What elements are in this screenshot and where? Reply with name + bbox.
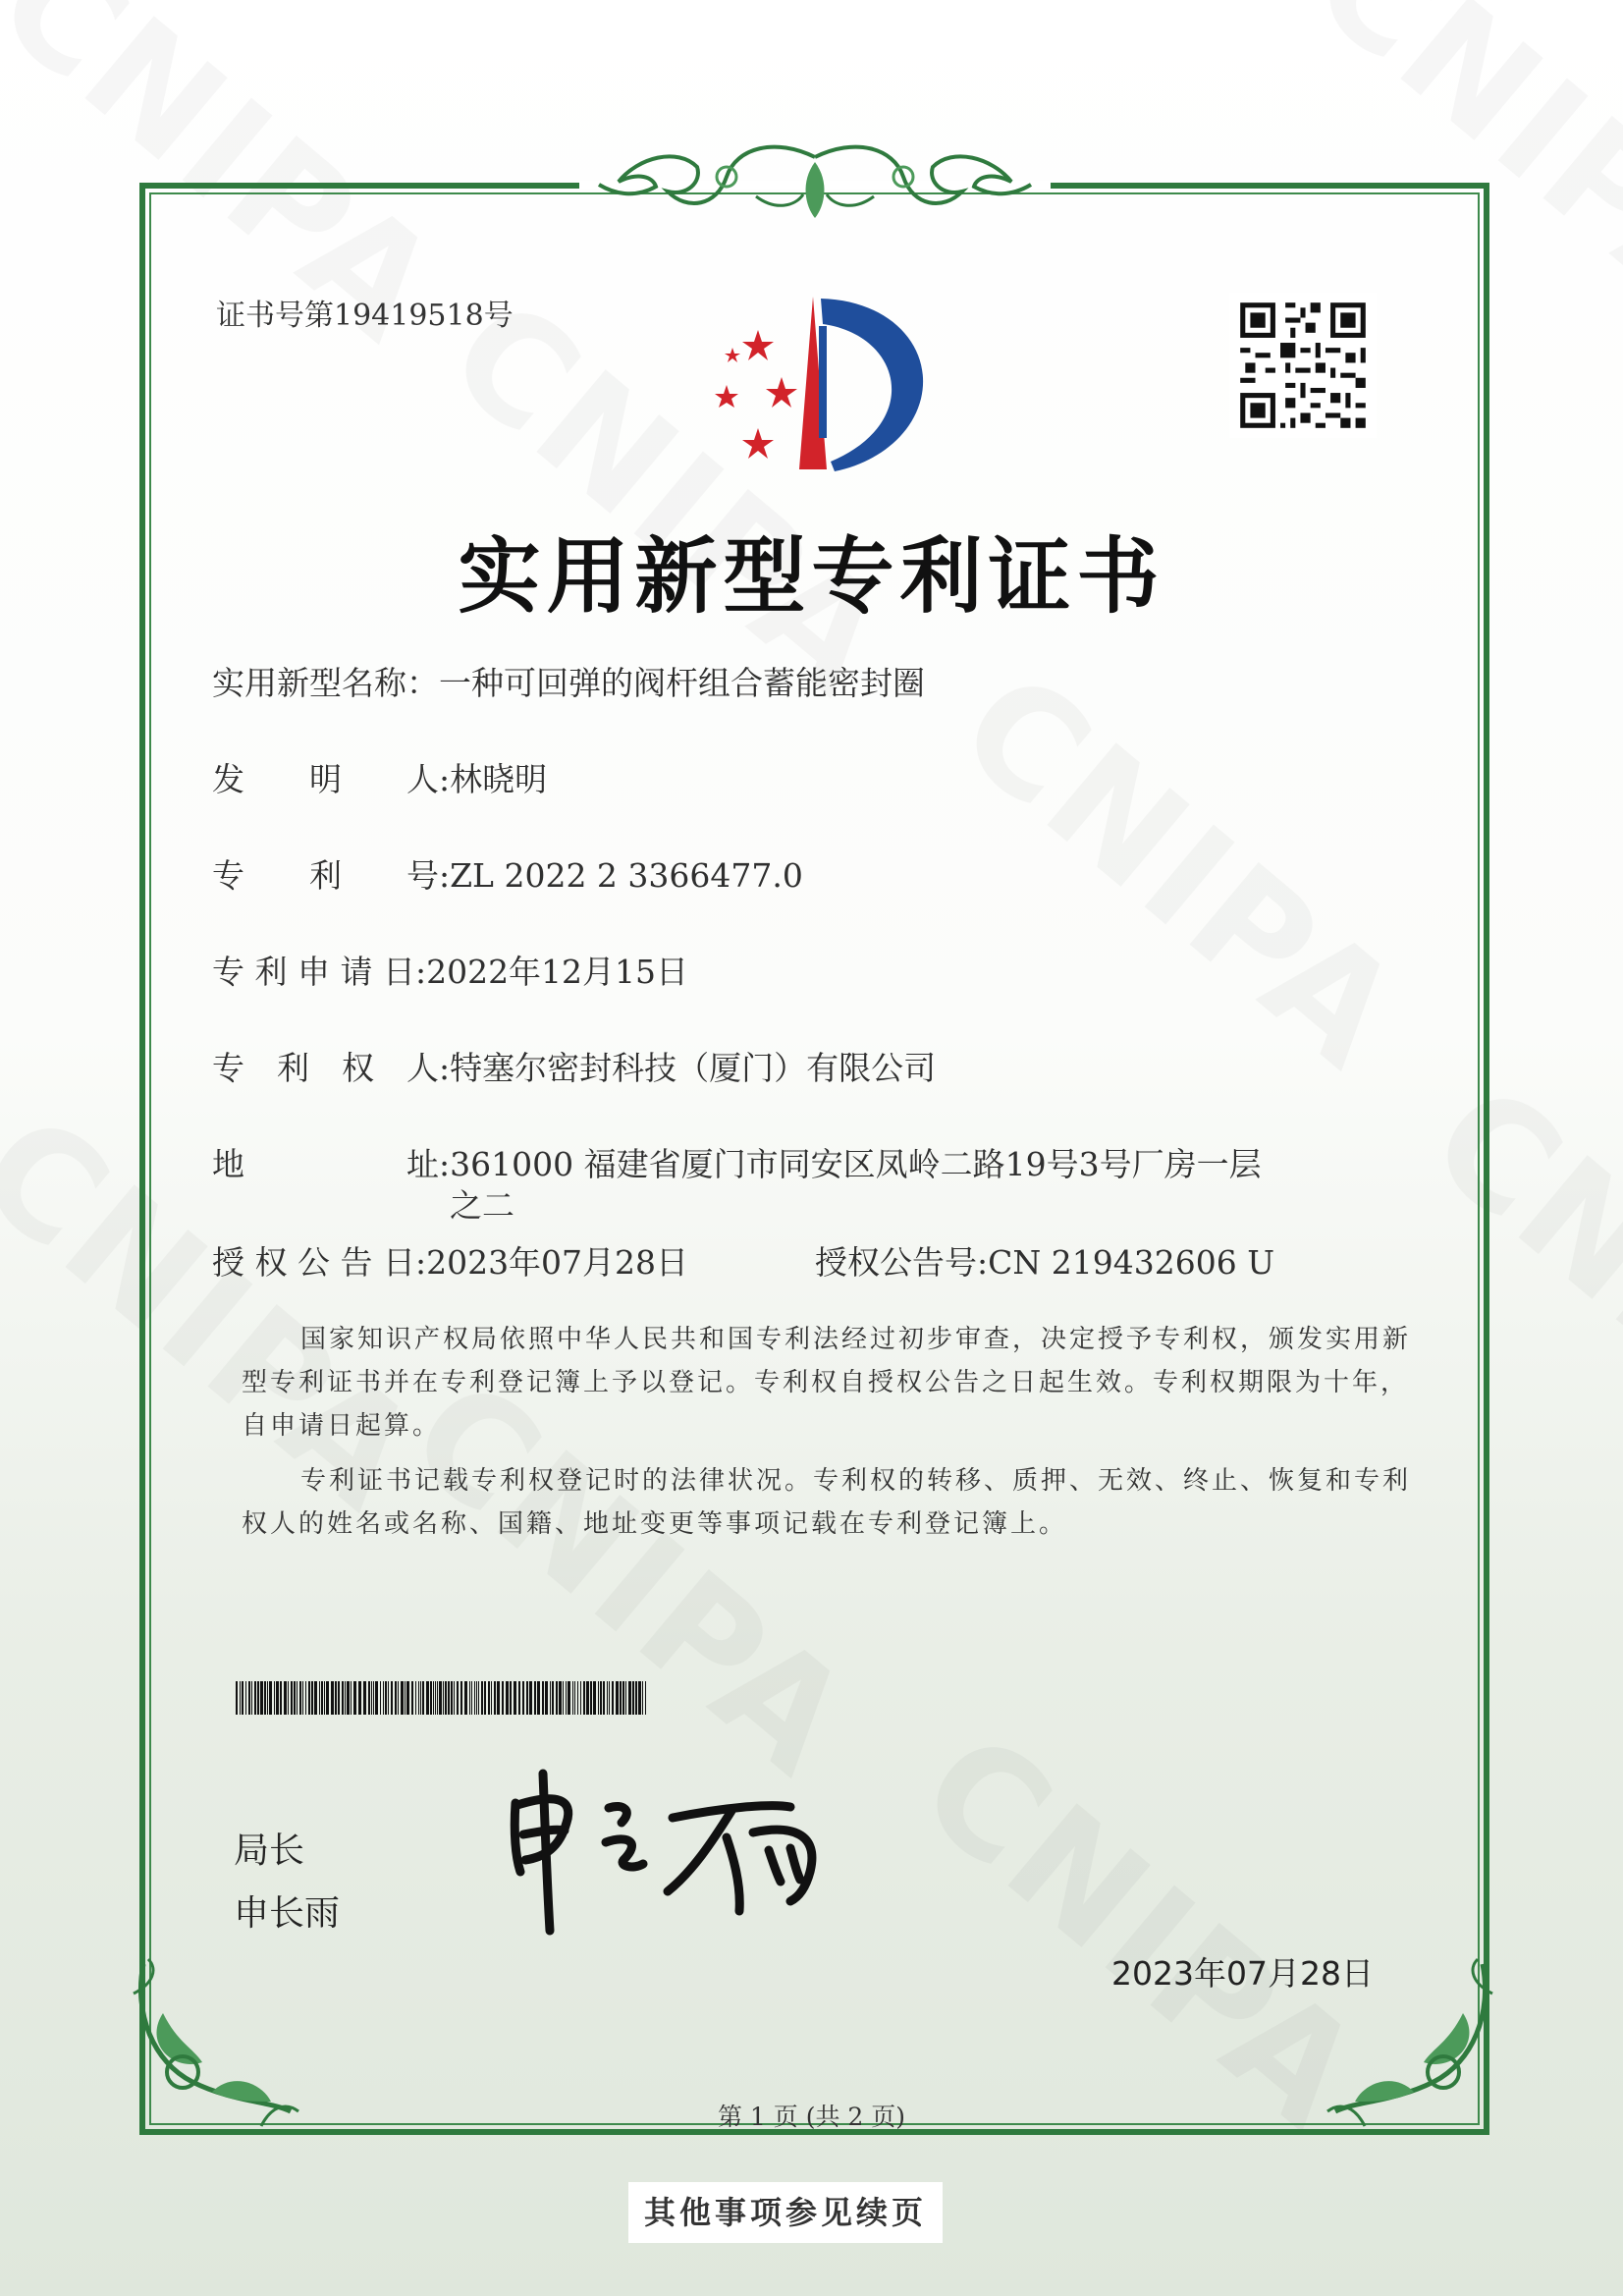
certificate-title: 实用新型专利证书 bbox=[458, 527, 1165, 625]
field-utility-model-name bbox=[212, 658, 925, 704]
field-value: 2023年07月28日 bbox=[426, 1243, 689, 1282]
field-value: 2022年12月15日 bbox=[426, 953, 689, 991]
field-label: 专 利 申 请 日: bbox=[212, 953, 427, 991]
field-value: ZL 2022 2 3366477.0 bbox=[450, 856, 803, 895]
field-label: 发 明 人: bbox=[212, 760, 451, 798]
barcode-icon bbox=[236, 1681, 646, 1715]
field-value: 林晓明 bbox=[450, 760, 548, 798]
field-inventor bbox=[212, 754, 547, 800]
field-address bbox=[212, 1139, 1262, 1185]
field-label: 授权公告号: bbox=[815, 1243, 989, 1282]
qr-code-icon bbox=[1229, 293, 1377, 438]
legal-statement bbox=[242, 1318, 1420, 1448]
sign-date: 2023年07月28日 bbox=[1111, 1954, 1374, 1993]
field-value: 一种可回弹的阀杆组合蓄能密封圈 bbox=[439, 664, 925, 702]
field-label: 专 利 权 人: bbox=[212, 1049, 451, 1087]
field-value: 361000 福建省厦门市同安区凤岭二路19号3号厂房一层 bbox=[450, 1145, 1262, 1183]
field-value: CN 219432606 U bbox=[988, 1243, 1275, 1282]
page-number: 第 1 页 (共 2 页) bbox=[717, 2103, 906, 2131]
field-label: 授 权 公 告 日: bbox=[212, 1243, 427, 1282]
field-patentee bbox=[212, 1043, 936, 1089]
field-patent-number bbox=[212, 850, 803, 897]
field-label: 实用新型名称： bbox=[212, 664, 439, 702]
signatory-role: 局长 bbox=[234, 1831, 305, 1871]
field-grant-date bbox=[212, 1237, 688, 1284]
continuation-note: 其他事项参见续页 bbox=[628, 2182, 943, 2243]
handwritten-signature bbox=[496, 1764, 849, 1941]
field-grant-number bbox=[815, 1237, 1274, 1284]
cnipa-emblem-icon bbox=[697, 291, 938, 477]
field-value: 特塞尔密封科技（厦门）有限公司 bbox=[450, 1049, 937, 1087]
paragraph: 专利证书记载专利权登记时的法律状况。专利权的转移、质押、无效、终止、恢复和专利权人的姓名或名称、国籍、地址变更等事项记载在专利登记簿上。 bbox=[242, 1466, 1412, 1539]
field-filing-date bbox=[212, 947, 688, 993]
legal-statement bbox=[242, 1459, 1420, 1546]
paragraph: 国家知识产权局依照中华人民共和国专利法经过初步审查，决定授予专利权，颁发实用新型专利证书并在专利登记簿上予以登记。专利权自授权公告之日起生效。专利权期限为十年，自申请日起算。 bbox=[242, 1325, 1412, 1441]
field-address-continuation: 之二 bbox=[450, 1186, 514, 1225]
top-ornament-icon bbox=[579, 137, 1051, 226]
certificate-number: 证书号第19419518号 bbox=[216, 299, 514, 333]
field-label: 专 利 号: bbox=[212, 856, 451, 895]
signatory-name: 申长雨 bbox=[234, 1893, 341, 1934]
field-label: 地 址: bbox=[212, 1145, 451, 1183]
